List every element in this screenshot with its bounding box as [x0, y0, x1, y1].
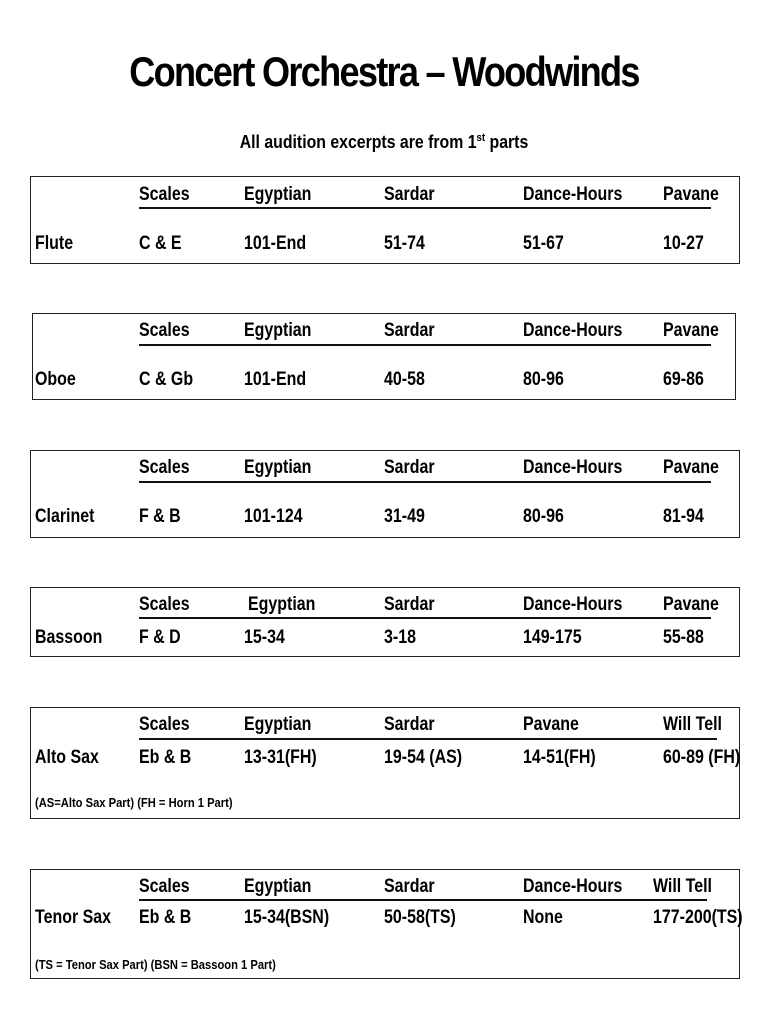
header-egyptian: Egyptian	[244, 457, 312, 478]
header-scales: Scales	[139, 457, 190, 478]
subtitle-suffix: parts	[485, 132, 529, 152]
header-pavane: Pavane	[663, 594, 719, 615]
header-pavane: Pavane	[663, 457, 719, 478]
value-pavane: 10-27	[663, 233, 704, 254]
header-pavane: Pavane	[663, 184, 719, 205]
header-egyptian: Egyptian	[248, 594, 316, 615]
value-scales: Eb & B	[139, 747, 192, 768]
value-scales: Eb & B	[139, 907, 192, 928]
header-dance-hours: Dance-Hours	[523, 876, 623, 897]
value-dance-hours: 80-96	[523, 506, 564, 527]
header-dance-hours: Dance-Hours	[523, 594, 623, 615]
value-scales: C & E	[139, 233, 182, 254]
instrument-label: Bassoon	[35, 627, 103, 648]
header-sardar: Sardar	[384, 876, 435, 897]
header-sardar: Sardar	[384, 714, 435, 735]
footnote: (TS = Tenor Sax Part) (BSN = Bassoon 1 Part)	[35, 957, 276, 972]
value-egyptian: 15-34	[244, 627, 285, 648]
header-egyptian: Egyptian	[244, 320, 312, 341]
value-will-tell: 60-89 (FH)	[663, 747, 741, 768]
value-egyptian: 101-End	[244, 369, 307, 390]
header-scales: Scales	[139, 594, 190, 615]
header-egyptian: Egyptian	[244, 184, 312, 205]
value-dance-hours: 51-67	[523, 233, 564, 254]
header-rule	[139, 899, 707, 901]
header-sardar: Sardar	[384, 594, 435, 615]
header-rule	[139, 344, 711, 346]
instrument-label: Oboe	[35, 369, 76, 390]
value-sardar: 51-74	[384, 233, 425, 254]
value-sardar: 31-49	[384, 506, 425, 527]
subtitle-superscript: st	[476, 132, 486, 144]
value-dance-hours: 80-96	[523, 369, 564, 390]
header-rule	[139, 207, 711, 209]
header-sardar: Sardar	[384, 320, 435, 341]
value-egyptian: 101-124	[244, 506, 303, 527]
header-pavane: Pavane	[663, 320, 719, 341]
header-rule	[139, 617, 711, 619]
value-pavane: 14-51(FH)	[523, 747, 596, 768]
value-will-tell: 177-200(TS)	[653, 907, 743, 928]
header-dance-hours: Dance-Hours	[523, 184, 623, 205]
header-will-tell: Will Tell	[663, 714, 722, 735]
value-dance-hours: 149-175	[523, 627, 582, 648]
value-pavane: 69-86	[663, 369, 704, 390]
subtitle-text: All audition excerpts are from 1	[239, 132, 477, 152]
footnote: (AS=Alto Sax Part) (FH = Horn 1 Part)	[35, 795, 233, 810]
value-sardar: 50-58(TS)	[384, 907, 456, 928]
header-pavane: Pavane	[523, 714, 579, 735]
instrument-label: Flute	[35, 233, 74, 254]
page-title: Concert Orchestra – Woodwinds	[129, 48, 639, 95]
header-rule	[139, 481, 711, 483]
header-dance-hours: Dance-Hours	[523, 320, 623, 341]
instrument-label: Tenor Sax	[35, 907, 111, 928]
value-egyptian: 13-31(FH)	[244, 747, 317, 768]
instrument-label: Clarinet	[35, 506, 95, 527]
header-dance-hours: Dance-Hours	[523, 457, 623, 478]
header-scales: Scales	[139, 320, 190, 341]
subtitle	[46, 132, 722, 153]
header-scales: Scales	[139, 184, 190, 205]
header-will-tell: Will Tell	[653, 876, 712, 897]
value-egyptian: 15-34(BSN)	[244, 907, 330, 928]
header-scales: Scales	[139, 876, 190, 897]
header-egyptian: Egyptian	[244, 876, 312, 897]
value-scales: F & D	[139, 627, 181, 648]
value-egyptian: 101-End	[244, 233, 307, 254]
value-sardar: 19-54 (AS)	[384, 747, 463, 768]
value-pavane: 81-94	[663, 506, 704, 527]
header-sardar: Sardar	[384, 184, 435, 205]
value-scales: F & B	[139, 506, 181, 527]
instrument-label: Alto Sax	[35, 747, 99, 768]
header-scales: Scales	[139, 714, 190, 735]
header-rule	[139, 738, 717, 740]
value-dance-hours: None	[523, 907, 563, 928]
header-sardar: Sardar	[384, 457, 435, 478]
header-egyptian: Egyptian	[244, 714, 312, 735]
value-sardar: 3-18	[384, 627, 416, 648]
value-pavane: 55-88	[663, 627, 704, 648]
value-scales: C & Gb	[139, 369, 194, 390]
value-sardar: 40-58	[384, 369, 425, 390]
